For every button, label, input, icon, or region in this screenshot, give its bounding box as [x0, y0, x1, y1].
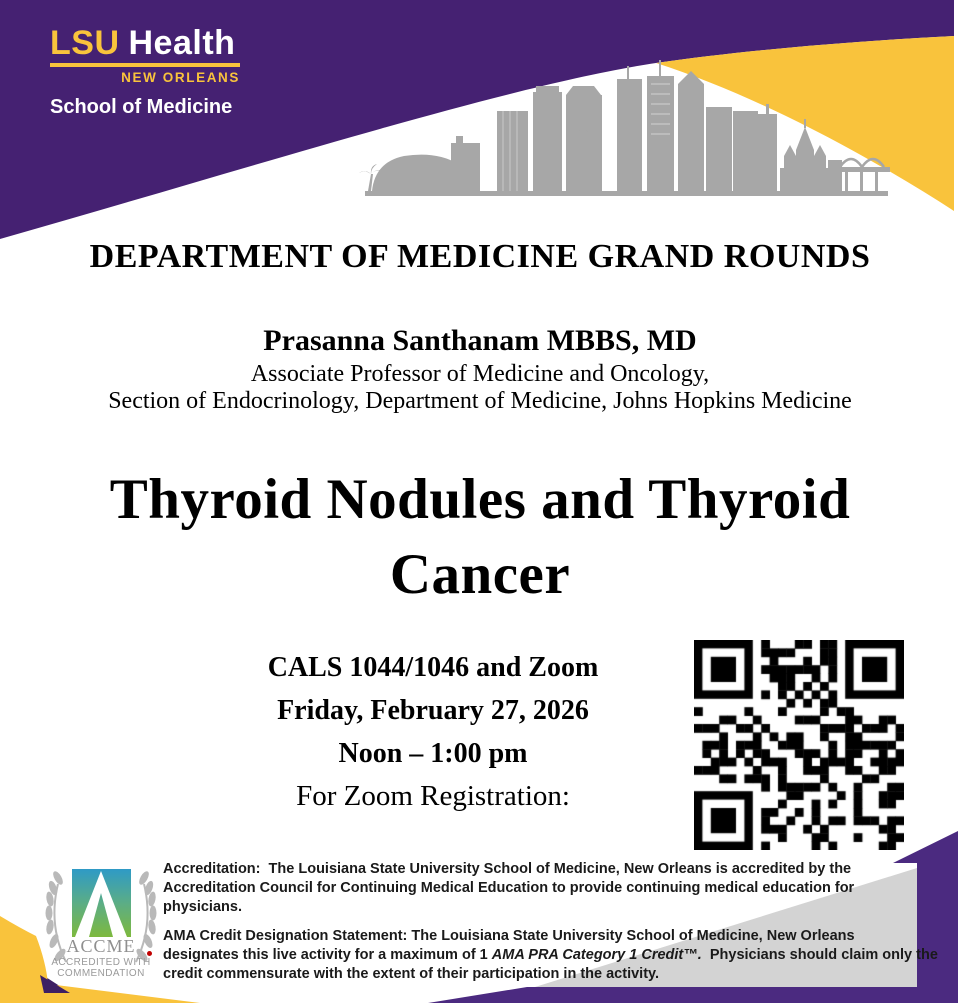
lsu-health-logo	[50, 26, 310, 119]
talk-title-line2: Cancer	[389, 543, 571, 606]
logo-gold-bar	[50, 63, 240, 67]
logo-lsu-text: LSU	[50, 24, 120, 62]
flyer-headline: DEPARTMENT OF MEDICINE GRAND ROUNDS	[89, 238, 871, 275]
ama-line3: credit commensurate with the extent of their participation in the activity.	[163, 966, 660, 982]
accreditation-statement	[163, 860, 960, 917]
event-location: CALS 1044/1046 and Zoom	[267, 652, 599, 683]
speaker-role-line2: Section of Endocrinology, Department of Medicine, Johns Hopkins Medicine	[108, 388, 852, 414]
ama-credit-italic: AMA PRA Category 1 Credit™.	[491, 947, 702, 963]
accme-red-dot	[147, 951, 152, 956]
zoom-registration-label: For Zoom Registration:	[296, 780, 570, 812]
speaker-name: Prasanna Santhanam MBBS, MD	[263, 324, 697, 357]
zoom-registration-qr-code	[694, 640, 904, 850]
event-date: Friday, February 27, 2026	[277, 695, 589, 726]
logo-school-of-medicine-text: School of Medicine	[50, 96, 233, 118]
logo-new-orleans-text: NEW ORLEANS	[121, 70, 240, 85]
ama-line2: designates this live activity for a maximum of 1 AMA PRA Category 1 Credit™. Physicians should claim only the	[163, 947, 938, 963]
ama-credit-statement	[163, 927, 960, 984]
event-time: Noon – 1:00 pm	[338, 738, 528, 769]
logo-health-text: Health	[128, 24, 236, 62]
accme-commendation: COMMENDATION	[57, 968, 145, 979]
speaker-role-line1: Associate Professor of Medicine and Oncology,	[250, 361, 710, 387]
talk-title-line1: Thyroid Nodules and Thyroid	[109, 468, 851, 531]
accreditation-line1: Accreditation: The Louisiana State University School of Medicine, New Orleans is accredited by the	[163, 861, 852, 877]
accme-accredited-with: ACCREDITED WITH	[51, 957, 151, 968]
talk-title	[0, 462, 960, 612]
accreditation-line3: physicians.	[163, 899, 242, 915]
ama-line1: AMA Credit Designation Statement: The Louisiana State University School of Medicine, New Orleans	[163, 928, 855, 944]
accreditation-line2: Accreditation Council for Continuing Medical Education to provide continuing medical education for	[163, 880, 855, 896]
accme-wordmark: ACCME	[66, 936, 136, 956]
bottom-purple-band	[428, 987, 958, 1003]
